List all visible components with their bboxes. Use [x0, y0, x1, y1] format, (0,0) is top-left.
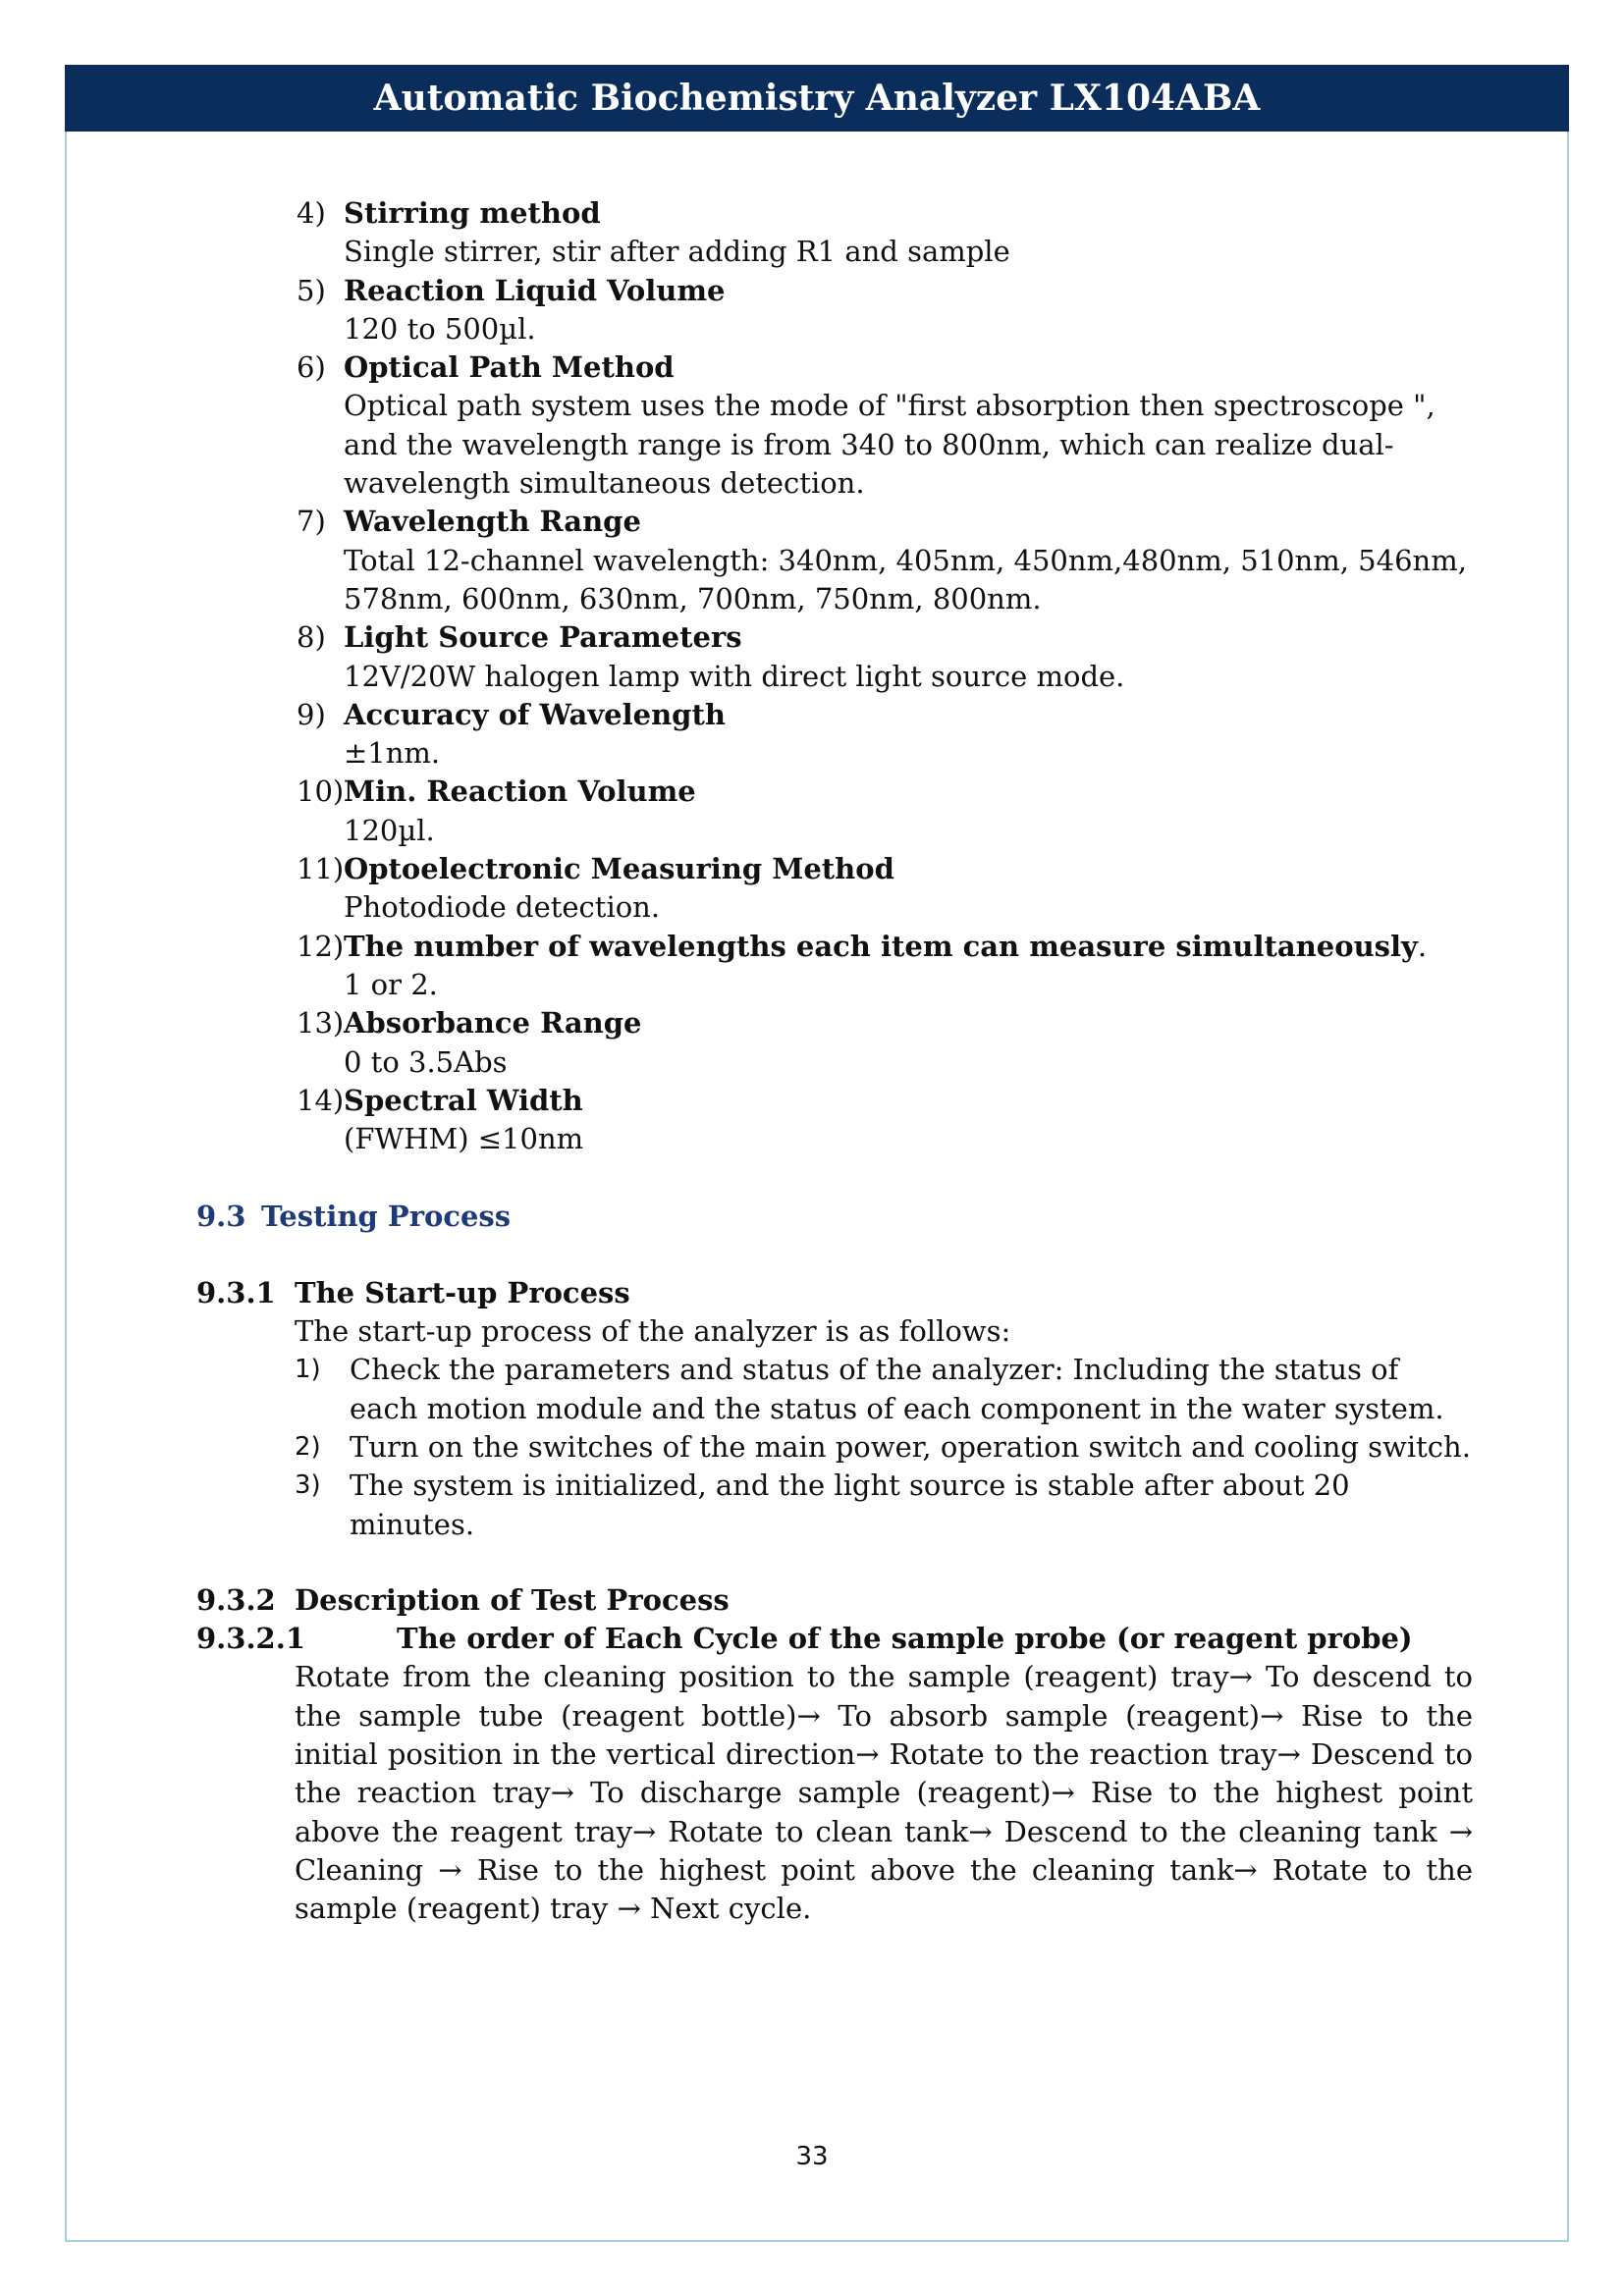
spec-item-number: 14): [297, 1083, 345, 1117]
spec-item-number: 8): [297, 620, 326, 655]
spec-item-desc: 12V/20W halogen lamp with direct light source mode.: [344, 659, 1125, 693]
section-heading-9-3: [196, 1198, 1473, 1236]
spec-item-title: Stirring method: [344, 196, 601, 230]
page-content: [196, 194, 1473, 1928]
header-title: Automatic Biochemistry Analyzer LX104ABA: [373, 78, 1261, 119]
spec-item: [196, 1004, 1473, 1082]
spec-item-number: 6): [297, 350, 326, 385]
spec-item: [196, 1082, 1473, 1159]
section-title: Testing Process: [261, 1200, 512, 1234]
spec-item-title: Optoelectronic Measuring Method: [344, 852, 894, 886]
spec-item-title: Wavelength Range: [344, 505, 641, 539]
spec-item-desc: 120 to 500µl.: [344, 311, 536, 346]
spec-item: [196, 272, 1473, 349]
spec-item-desc: Optical path system uses the mode of "first absorption then spectroscope ", and the wavelength range is from 340 to 800nm, which can realize dual-wavelength simultaneous detection.: [344, 389, 1435, 501]
spec-item-title: Spectral Width: [344, 1083, 583, 1117]
page-header: [65, 65, 1569, 132]
spec-item-desc: 0 to 3.5Abs: [344, 1044, 508, 1079]
section-number: 9.3.2: [196, 1582, 276, 1617]
spec-item-title: Accuracy of Wavelength: [344, 697, 726, 731]
section-number: 9.3.1: [196, 1275, 276, 1309]
spec-item-desc: Photodiode detection.: [344, 890, 661, 925]
section-title: The order of Each Cycle of the sample probe (or reagent probe): [397, 1622, 1413, 1656]
spec-item-title: Min. Reaction Volume: [344, 774, 696, 809]
spec-item-number: 12): [297, 929, 345, 963]
step-text: Check the parameters and status of the analyzer: Including the status of each motion module and the status of each component in the water system.: [350, 1353, 1444, 1425]
section-title: The Start-up Process: [295, 1275, 630, 1309]
section-body: Rotate from the cleaning position to the sample (reagent) tray→ To descend to the sample tube (reagent bottle)→ To absorb sample (reagent)→ Rise to the initial position in the vertical direction→ Rotate to the reaction tray→ Descend to the reaction tray→ To discharge sample (reagent)→ Rise to the highest point above the reagent tray→ Rotate to clean tank→ Descend to the cleaning tank → Cleaning → Rise to the highest point above the cleaning tank→ Rotate to the sample (reagent) tray → Next cycle.: [295, 1660, 1473, 1926]
section-number: 9.3.2.1: [196, 1622, 306, 1656]
spec-item-title: Optical Path Method: [344, 350, 675, 385]
spec-item: [196, 928, 1473, 1005]
spec-item-number: 4): [297, 196, 326, 230]
list-item: [295, 1428, 1473, 1467]
list-item: [295, 1467, 1473, 1544]
spec-item-desc: (FWHM) ≤10nm: [344, 1122, 584, 1156]
spec-item-number: 5): [297, 273, 326, 307]
spec-item-number: 13): [297, 1006, 345, 1041]
spec-item-period: .: [1417, 929, 1428, 963]
page-number: 33: [795, 2142, 829, 2171]
spec-item-number: 9): [297, 697, 326, 731]
step-number: 3): [295, 1470, 321, 1501]
spec-item-title: The number of wavelengths each item can measure simultaneously: [344, 929, 1418, 963]
section-title: Description of Test Process: [295, 1582, 730, 1617]
spec-item-desc: Single stirrer, stir after adding R1 and sample: [344, 235, 1010, 269]
spec-item: [196, 348, 1473, 503]
spec-item-title: Absorbance Range: [344, 1006, 642, 1041]
section-heading-9-3-2-1: [196, 1620, 1473, 1658]
spec-item-title: Reaction Liquid Volume: [344, 273, 726, 307]
step-number: 2): [295, 1431, 321, 1462]
spec-item-title: Light Source Parameters: [344, 620, 742, 655]
spec-item-number: 10): [297, 774, 345, 809]
spec-list: [196, 194, 1473, 1158]
spec-item-desc: ±1nm.: [344, 736, 441, 771]
spec-item: [196, 503, 1473, 618]
spec-item-desc: 120µl.: [344, 813, 435, 847]
step-number: 1): [295, 1355, 321, 1385]
section-number: 9.3: [196, 1200, 246, 1234]
spec-item: [196, 194, 1473, 272]
spec-item-desc: Total 12-channel wavelength: 340nm, 405nm, 450nm,480nm, 510nm, 546nm, 578nm, 600nm, 630nm, 700nm, 750nm, 800nm.: [344, 543, 1467, 615]
startup-steps: [196, 1351, 1473, 1543]
spec-item: [196, 773, 1473, 850]
spec-item-number: 7): [297, 505, 326, 539]
step-text: Turn on the switches of the main power, operation switch and cooling switch.: [350, 1429, 1471, 1464]
spec-item-desc: 1 or 2.: [344, 967, 438, 1001]
list-item: [295, 1351, 1473, 1428]
spec-item-number: 11): [297, 852, 345, 886]
section-heading-9-3-2: [196, 1581, 1473, 1620]
spec-item: [196, 696, 1473, 774]
section-intro: The start-up process of the analyzer is as follows:: [295, 1314, 1011, 1349]
spec-item: [196, 618, 1473, 696]
step-text: The system is initialized, and the light source is stable after about 20 minutes.: [350, 1468, 1350, 1541]
section-heading-9-3-1: [196, 1274, 1473, 1312]
spec-item: [196, 850, 1473, 928]
